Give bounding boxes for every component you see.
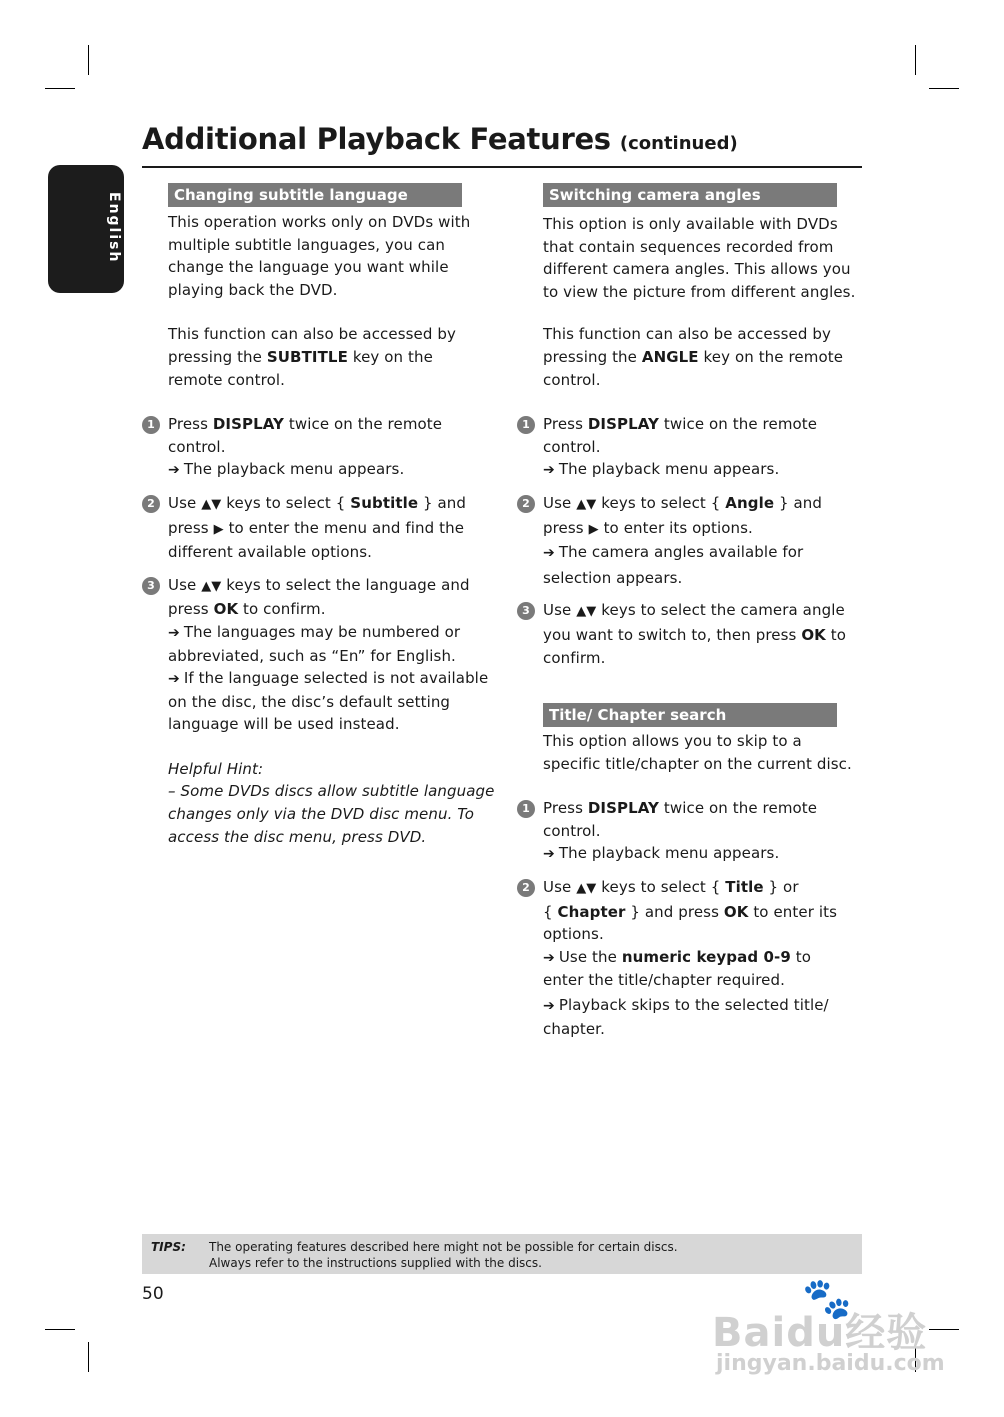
left-column <box>142 183 495 848</box>
intro-line: This option allows you to skip to a <box>543 732 802 751</box>
crop-mark <box>88 45 89 75</box>
watermark-url: jingyan.baidu.com <box>716 1351 945 1376</box>
display-key: DISPLAY <box>587 799 659 818</box>
arrow-right-icon: ➔ <box>543 545 555 562</box>
subtitle-key: SUBTITLE <box>266 347 348 366</box>
step-number-badge: 2 <box>142 495 160 513</box>
step-2: 2 Use ▲▼ keys to select { Angle } and press ▶ to enter its options. ➔ The camera angles available for selection appears. <box>517 492 837 589</box>
watermark-brand: Baidu经验 <box>712 1310 928 1356</box>
up-down-arrows-icon: ▲▼ <box>576 496 597 512</box>
intro-text <box>543 730 852 775</box>
arrow-right-icon: ➔ <box>543 998 555 1015</box>
access-text <box>543 323 844 391</box>
section-heading-title-chapter-search: Title/ Chapter search <box>543 703 837 727</box>
tips-label: TIPS: <box>151 1240 186 1254</box>
access-line: This function can also be accessed by <box>168 325 456 344</box>
access-line: pressing the ANGLE key on the remote <box>543 347 844 366</box>
crop-mark <box>929 88 959 89</box>
step-2: 2 Use ▲▼ keys to select { Title } or { Chapter } and press OK to enter its options. ➔ Use the numeric keypad 0-9 to enter the title/chapter required. ➔ Playback skips to the selected title/ chapter. <box>517 876 837 1040</box>
right-column <box>517 183 856 1040</box>
step-1: 1 Press DISPLAY twice on the remote control. ➔ The playback menu appears. <box>517 797 837 866</box>
ok-key: OK <box>723 902 749 921</box>
angle-key: ANGLE <box>641 347 699 366</box>
access-line: This function can also be accessed by <box>543 325 831 344</box>
page-number: 50 <box>142 1284 164 1304</box>
intro-line: specific title/chapter on the current disc. <box>543 754 852 773</box>
step-number-badge: 3 <box>142 577 160 595</box>
access-text <box>168 323 462 391</box>
hint-line: – Some DVDs discs allow subtitle language <box>168 782 495 801</box>
display-key: DISPLAY <box>587 415 659 434</box>
intro-line: This operation works only on DVDs with <box>168 213 471 231</box>
arrow-right-icon: ➔ <box>168 624 180 641</box>
page-title-continued: (continued) <box>619 133 738 154</box>
up-down-arrows-icon: ▲▼ <box>201 496 222 512</box>
language-tab-label: English <box>106 192 122 264</box>
step-number-badge: 1 <box>517 800 535 818</box>
arrow-right-icon: ➔ <box>543 949 555 966</box>
intro-line: multiple subtitle languages, you can <box>168 235 446 254</box>
intro-text <box>168 211 471 301</box>
intro-line: that contain sequences recorded from <box>543 237 834 256</box>
intro-line: different camera angles. This allows you <box>543 260 851 279</box>
step-number-badge: 2 <box>517 879 535 897</box>
intro-line: This option is only available with DVDs <box>543 215 838 233</box>
arrow-right-icon: ➔ <box>543 462 555 479</box>
hint-line: access the disc menu, press DVD. <box>168 827 427 846</box>
arrow-right-icon: ➔ <box>543 846 555 863</box>
arrow-right-icon: ➔ <box>168 462 180 479</box>
intro-text <box>543 213 856 303</box>
access-line: pressing the SUBTITLE key on the <box>168 347 433 366</box>
hint-title: Helpful Hint: <box>168 759 264 778</box>
section-heading-camera-angles: Switching camera angles <box>543 183 837 207</box>
play-icon: ▶ <box>213 521 224 537</box>
step-3: 3 Use ▲▼ keys to select the language and press OK to confirm. ➔ The languages may be numbered or abbreviated, such as “En” for English. ➔ If the language selected is not available on the disc, the disc’s default setting language will be used instead. <box>142 574 462 736</box>
tips-line: The operating features described here might not be possible for certain discs. <box>209 1240 678 1254</box>
chapter-option: Chapter <box>557 902 626 921</box>
step-2: 2 Use ▲▼ keys to select { Subtitle } and press ▶ to enter the menu and find the different available options. <box>142 492 462 564</box>
up-down-arrows-icon: ▲▼ <box>201 578 222 594</box>
title-option: Title <box>725 878 764 897</box>
ok-key: OK <box>801 625 826 644</box>
hint-line: changes only via the DVD disc menu. To <box>168 805 474 824</box>
display-key: DISPLAY <box>212 415 284 434</box>
angle-option: Angle <box>725 493 775 512</box>
up-down-arrows-icon: ▲▼ <box>576 881 597 897</box>
numeric-keypad-key: numeric keypad 0-9 <box>621 947 791 966</box>
access-line: remote control. <box>168 370 285 389</box>
step-1: 1 Press DISPLAY twice on the remote control. ➔ The playback menu appears. <box>517 413 837 482</box>
crop-mark <box>45 1329 75 1330</box>
step-number-badge: 1 <box>517 416 535 434</box>
helpful-hint <box>168 758 495 848</box>
step-3: 3 Use ▲▼ keys to select the camera angle you want to switch to, then press OK to confirm. <box>517 599 837 669</box>
intro-line: to view the picture from different angles. <box>543 282 856 301</box>
section-heading-subtitle: Changing subtitle language <box>168 183 462 207</box>
access-line: control. <box>543 370 601 389</box>
crop-mark <box>45 88 75 89</box>
crop-mark <box>915 45 916 75</box>
step-number-badge: 3 <box>517 602 535 620</box>
tips-line: Always refer to the instructions supplied with the discs. <box>209 1256 542 1270</box>
up-down-arrows-icon: ▲▼ <box>576 604 597 620</box>
arrow-right-icon: ➔ <box>168 671 180 688</box>
paw-icon: 🐾 <box>802 1276 852 1322</box>
language-tab <box>48 165 124 293</box>
intro-line: playing back the DVD. <box>168 280 338 299</box>
ok-key: OK <box>213 600 239 619</box>
page-title <box>142 122 862 168</box>
baidu-watermark <box>712 1275 952 1385</box>
page-title-main: Additional Playback Features <box>142 122 611 156</box>
step-number-badge: 2 <box>517 495 535 513</box>
tips-box <box>142 1234 862 1274</box>
intro-line: change the language you want while <box>168 258 449 277</box>
play-icon: ▶ <box>588 521 599 537</box>
crop-mark <box>88 1342 89 1372</box>
step-1: 1 Press DISPLAY twice on the remote control. ➔ The playback menu appears. <box>142 413 462 482</box>
step-number-badge: 1 <box>142 416 160 434</box>
subtitle-option: Subtitle <box>350 493 419 512</box>
